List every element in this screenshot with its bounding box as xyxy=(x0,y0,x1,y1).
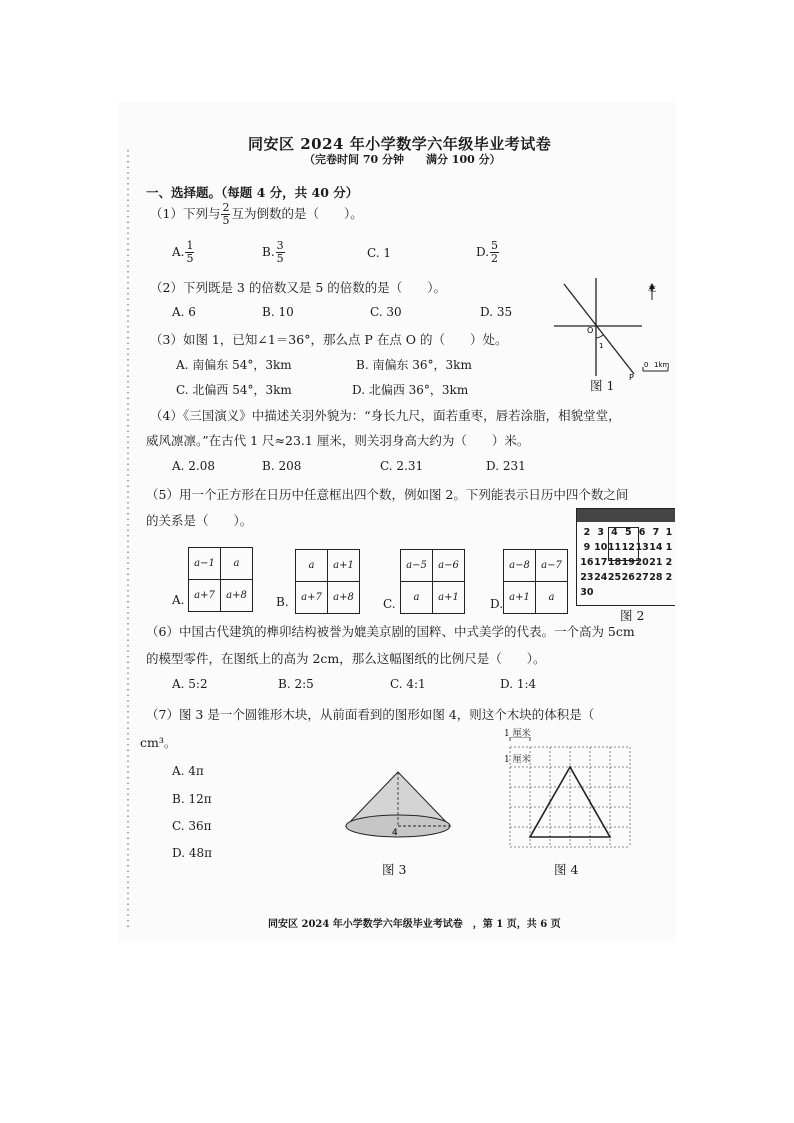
q1-text-pre: （1）下列与 xyxy=(150,206,221,221)
fig1-p-label: P xyxy=(629,373,634,382)
q2-option-a[interactable]: A. 6 xyxy=(172,305,196,319)
q3-option-a[interactable]: A. 南偏东 54°，3km xyxy=(176,358,292,372)
binding-margin xyxy=(118,150,132,930)
figure-1-caption: 图 1 xyxy=(590,378,615,393)
q5-option-b-label[interactable]: B. xyxy=(276,595,289,609)
fig4-top-label: 1 厘米 xyxy=(504,729,531,739)
question-7-line1: （7）图 3 是一个圆锥形木块，从前面看到的图形如图 4，则这个木块的体积是（ xyxy=(146,707,595,722)
q6-option-d[interactable]: D. 1:4 xyxy=(500,677,537,691)
q1-option-a[interactable]: A. $\frac{1}{5}$ xyxy=(172,239,194,265)
q1-fraction: $\frac{2}{5}$ xyxy=(222,201,230,227)
calendar-header-bar xyxy=(577,509,675,522)
q1-option-c[interactable]: C. 1 xyxy=(367,246,392,260)
calendar-grid: 2 3 4 5 6 7 1 9 10 11 12 13 14 1 16 17 18 19 20 21 2 23 24 25 26 27 28 2 30 xyxy=(580,527,673,598)
figure-3-cone xyxy=(340,770,458,850)
q5-option-b-box[interactable]: a a+1 a+7 a+8 xyxy=(295,549,360,614)
q7-option-c[interactable]: C. 36π xyxy=(172,819,212,833)
q4-option-b[interactable]: B. 208 xyxy=(262,459,302,473)
question-4-line2: 威风凛凛。”在古代 1 尺≈23.1 厘米，则关羽身高大约为（ ）米。 xyxy=(146,433,530,448)
q5-option-c-label[interactable]: C. xyxy=(383,597,396,611)
q1-text-post: 互为倒数的是（ ）。 xyxy=(231,206,363,221)
figure-4-caption: 图 4 xyxy=(554,862,579,877)
q5-option-d-box[interactable]: a−8 a−7 a+1 a xyxy=(503,549,568,614)
question-4-line1: （4）《三国演义》中描述关羽外貌为：“身长九尺，面若重枣，唇若涂脂，相貌堂堂， xyxy=(150,408,621,423)
fig1-scale-unit: 1km xyxy=(654,361,670,369)
question-1 xyxy=(150,202,363,227)
q2-option-d[interactable]: D. 35 xyxy=(480,305,513,319)
q2-option-c[interactable]: C. 30 xyxy=(370,305,402,319)
q5-option-a-box[interactable]: a−1 a a+7 a+8 xyxy=(188,547,253,612)
figure-2-calendar xyxy=(576,508,675,606)
q3-option-d[interactable]: D. 北偏西 36°，3km xyxy=(352,383,469,397)
exam-subtitle: （完卷时间 70 分钟 满分 100 分） xyxy=(304,153,501,166)
question-3: （3）如图 1，已知∠1＝36°，那么点 P 在点 O 的（ ）处。 xyxy=(150,332,508,347)
figure-3-caption: 图 3 xyxy=(382,862,407,877)
fig3-radius-label: 4 xyxy=(392,828,398,838)
question-7-line2: cm³。 xyxy=(140,735,177,750)
q2-option-b[interactable]: B. 10 xyxy=(262,305,294,319)
q6-option-b[interactable]: B. 2:5 xyxy=(278,677,314,691)
figure-2-caption: 图 2 xyxy=(620,608,645,623)
question-2: （2）下列既是 3 的倍数又是 5 的倍数的是（ ）。 xyxy=(150,280,447,295)
fig1-angle-label: 1 xyxy=(599,342,604,350)
q6-option-a[interactable]: A. 5:2 xyxy=(172,677,208,691)
q5-option-a-label[interactable]: A. xyxy=(172,593,185,607)
figure-4-grid xyxy=(506,737,636,857)
q1-option-b[interactable]: B. $\frac{3}{5}$ xyxy=(262,239,284,265)
q5-option-c-box[interactable]: a−5 a−6 a a+1 xyxy=(400,549,465,614)
figure-1-compass xyxy=(548,278,676,386)
q7-option-b[interactable]: B. 12π xyxy=(172,792,212,806)
q5-option-d-label[interactable]: D. xyxy=(490,597,504,611)
question-5-line1: （5）用一个正方形在日历中任意框出四个数，例如图 2。下列能表示日历中四个数之间 xyxy=(146,487,629,502)
q1-option-d[interactable]: D. $\frac{5}{2}$ xyxy=(476,239,499,265)
question-6-line1: （6）中国古代建筑的榫卯结构被誉为媲美京剧的国粹、中式美学的代表。一个高为 5cm xyxy=(146,624,635,639)
fig1-scale-zero: 0 xyxy=(644,361,649,369)
question-6-line2: 的模型零件，在图纸上的高为 2cm，那么这幅图纸的比例尺是（ ）。 xyxy=(146,651,546,666)
fig4-left-label: 1 厘米 xyxy=(504,755,531,765)
question-5-line2: 的关系是（ ）。 xyxy=(146,513,253,528)
section-heading: 一、选择题。（每题 4 分，共 40 分） xyxy=(146,185,359,200)
q3-option-c[interactable]: C. 北偏西 54°，3km xyxy=(176,383,292,397)
q7-option-a[interactable]: A. 4π xyxy=(172,764,204,778)
calendar-selection-box xyxy=(608,527,639,561)
fig1-north-label: 北 xyxy=(648,284,656,293)
q3-option-b[interactable]: B. 南偏东 36°，3km xyxy=(356,358,472,372)
q7-option-d[interactable]: D. 48π xyxy=(172,846,212,860)
q4-option-d[interactable]: D. 231 xyxy=(486,459,526,473)
exam-title: 同安区 2024 年小学数学六年级毕业考试卷 xyxy=(248,135,552,153)
q4-option-c[interactable]: C. 2.31 xyxy=(380,459,424,473)
page-footer: 同安区 2024 年小学数学六年级毕业考试卷 ，第 1 页，共 6 页 xyxy=(268,919,561,930)
q4-option-a[interactable]: A. 2.08 xyxy=(172,459,216,473)
fig1-o-label: O xyxy=(587,326,594,335)
q6-option-c[interactable]: C. 4:1 xyxy=(390,677,426,691)
